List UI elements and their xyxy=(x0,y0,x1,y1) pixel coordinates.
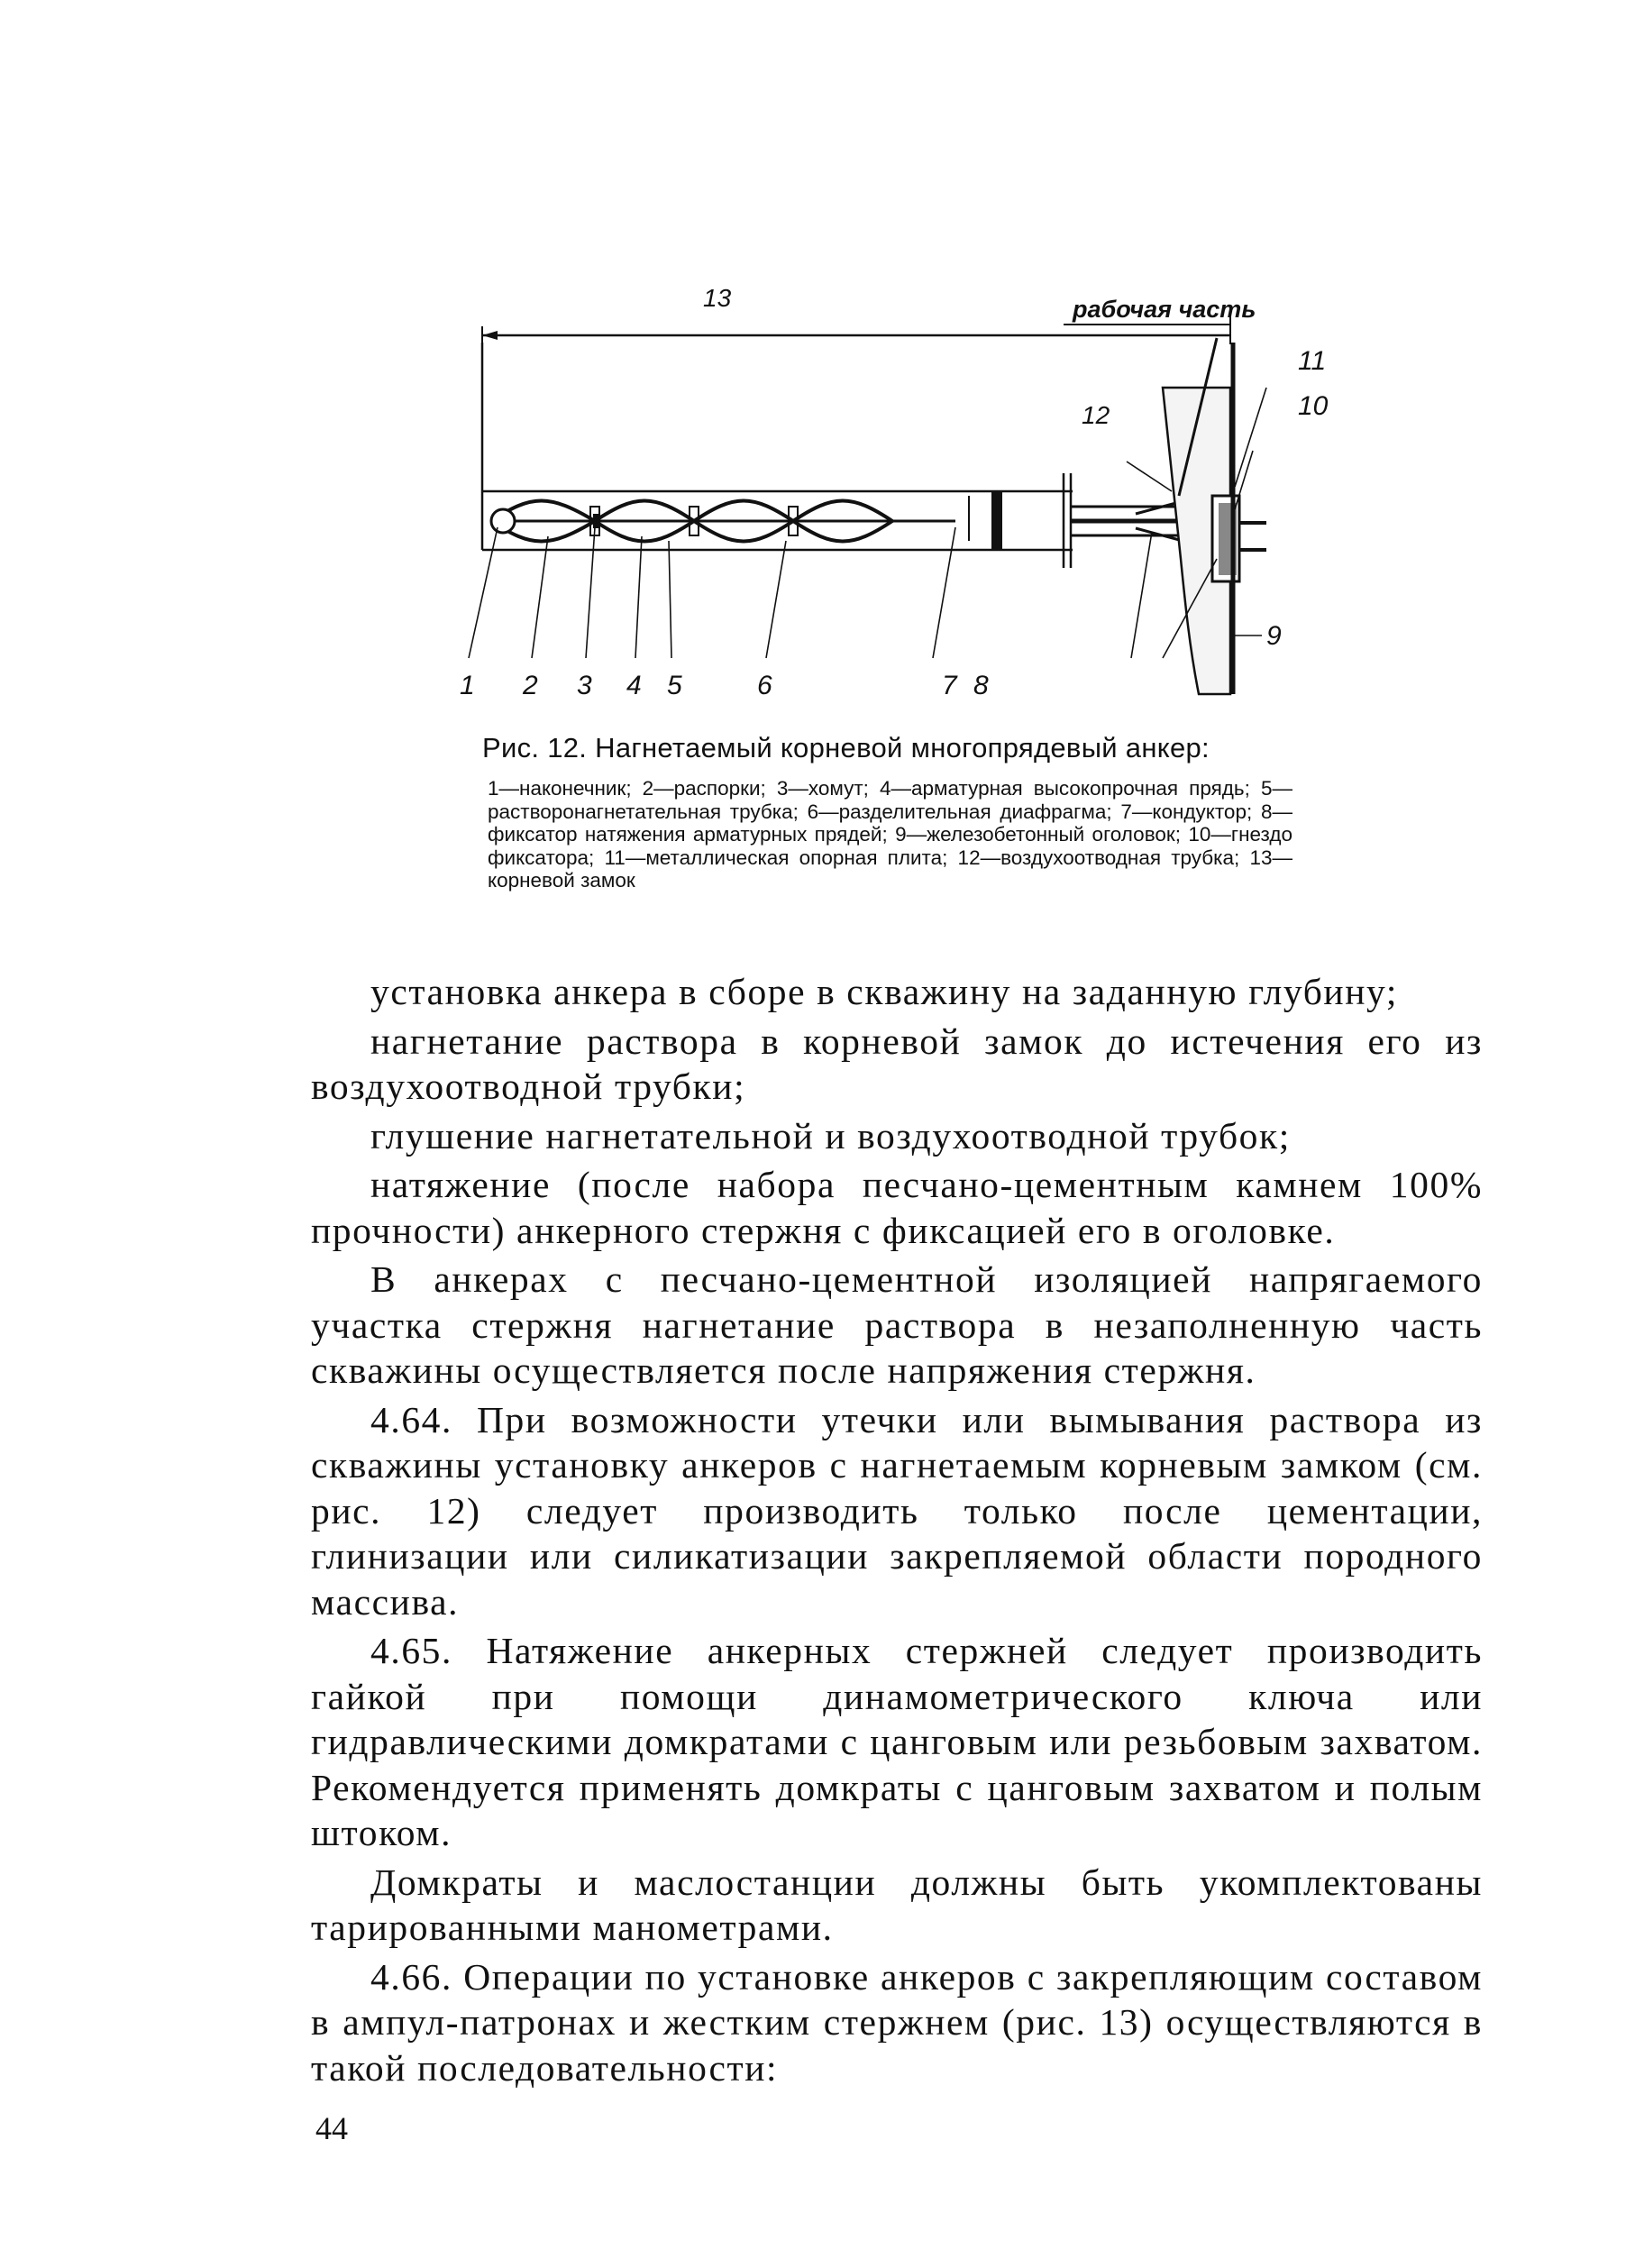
page-number: 44 xyxy=(315,2110,348,2146)
label-6: 6 xyxy=(757,671,772,700)
body-text xyxy=(311,969,1483,2094)
paragraph: 4.64. При возможности утечки или вымывания раствора из скважины установку анкеров с нагнетаемым корневым замком (см. рис. 12) следует производить только после цементации, глинизации или силикатизации закрепляемой области породного массива. xyxy=(311,1398,1483,1623)
paragraph: нагнетание раствора в корневой замок до истечения его из воздухоотводной трубки; xyxy=(311,1020,1483,1107)
label-8: 8 xyxy=(973,671,989,700)
strand-upper xyxy=(491,501,892,522)
paragraph: 4.65. Натяжение анкерных стержней следует производить гайкой при помощи динамометрического ключа или гидравлическими домкратами с цанговым или резьбовым захватом. Рекомендуется применять домкраты с цанговым захватом и полым штоком. xyxy=(311,1630,1483,1853)
working-part-label: рабочая часть xyxy=(1073,296,1256,323)
caption-title: Рис. 12. Нагнетаемый корневой многопрядевый анкер: xyxy=(482,732,1210,764)
anchor-diagram-svg xyxy=(451,270,1334,712)
label-3: 3 xyxy=(577,671,592,700)
paragraph: установка анкера в сборе в скважину на заданную глубину; xyxy=(370,971,1398,1012)
label-7: 7 xyxy=(942,671,957,700)
paragraph: натяжение (после набора песчано-цементным камнем 100% прочности) анкерного стержня с фиксацией его в оголовке. xyxy=(311,1164,1483,1251)
paragraph: В анкерах с песчано-цементной изоляцией напрягаемого участка стержня нагнетание раствора в незаполненную часть скважины осуществляется после напряжения стержня. xyxy=(311,1258,1483,1391)
label-4: 4 xyxy=(626,671,642,700)
leader xyxy=(766,541,786,658)
label-13: 13 xyxy=(703,284,732,312)
leader xyxy=(1127,462,1172,491)
label-2: 2 xyxy=(523,671,538,700)
figure-caption xyxy=(482,732,1298,892)
leader xyxy=(1235,388,1266,487)
label-11: 11 xyxy=(1298,346,1327,376)
label-12: 12 xyxy=(1082,401,1110,429)
paragraph: Домкраты и маслостанции должны быть укомплектованы тарированными манометрами. xyxy=(311,1861,1483,1948)
caption-legend: 1—наконечник; 2—распорки; 3—хомут; 4—арматурная высокопрочная прядь; 5—растворонагнетательная трубка; 6—разделительная диафрагма; 7—кондуктор; 8—фиксатор натяжения арматурных прядей; 9—железобетонный оголовок; 10—гнездо фиксатора; 11—металлическая опорная плита; 12—воздухоотводная трубка; 13—корневой замок xyxy=(488,777,1292,892)
leader xyxy=(669,541,671,658)
leader xyxy=(635,536,642,658)
label-9: 9 xyxy=(1266,621,1282,651)
label-5: 5 xyxy=(667,671,682,700)
figure-anchor-diagram xyxy=(451,270,1334,712)
paragraph: 4.66. Операции по установке анкеров с закрепляющим составом в ампул-патронах и жестким стержнем (рис. 13) осуществляются в такой последовательности: xyxy=(311,1955,1483,2089)
leader xyxy=(586,527,595,658)
label-10: 10 xyxy=(1298,391,1329,421)
dimension-arrow-left xyxy=(482,331,498,340)
leader xyxy=(1131,532,1152,658)
leader xyxy=(933,527,955,658)
tip xyxy=(491,509,515,533)
label-1: 1 xyxy=(460,671,475,700)
paragraph: глушение нагнетательной и воздухоотводной трубок; xyxy=(370,1114,1291,1157)
leader xyxy=(532,536,548,658)
strand-lower xyxy=(491,521,892,542)
clamp xyxy=(593,514,598,528)
diaphragm xyxy=(991,491,1002,550)
